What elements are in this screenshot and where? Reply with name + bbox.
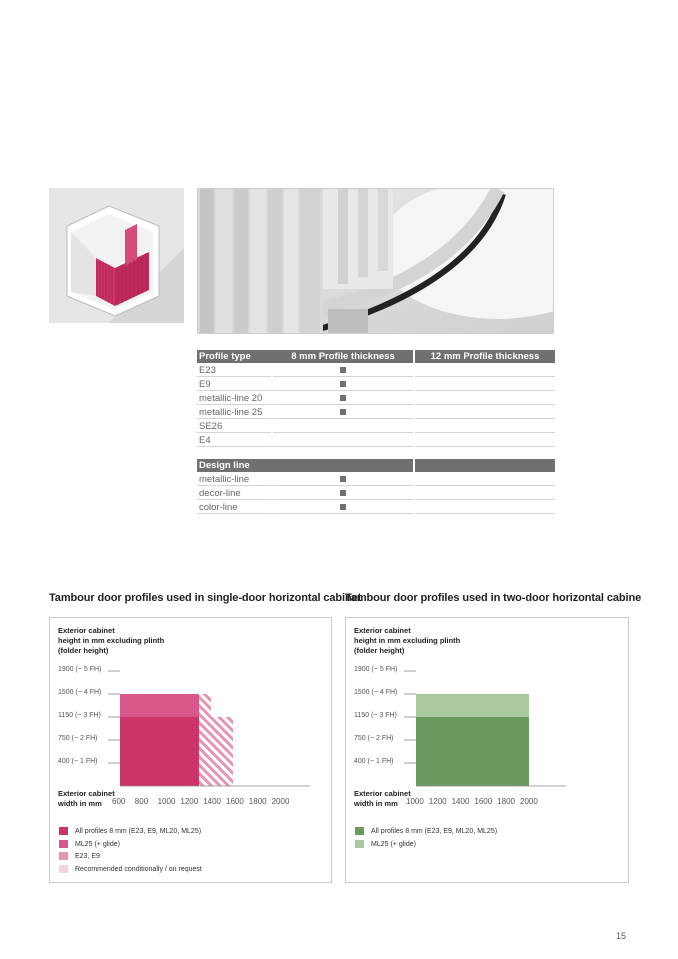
header-12mm: 12 mm Profile thickness	[415, 350, 555, 363]
header-8mm: 8 mm Profile thickness	[273, 350, 413, 363]
available-marker	[340, 395, 346, 401]
x-tick-label: 1400	[451, 797, 470, 806]
table-row-label: SE26	[199, 421, 223, 432]
x-tick-label: 2000	[271, 797, 290, 806]
x-tick-label: 1000	[157, 797, 176, 806]
table-row-label: decor-line	[199, 488, 241, 499]
design-line-table	[197, 459, 555, 514]
y-tick-label: 1900 (~ 5 FH)	[58, 666, 102, 673]
x-tick-label: 1200	[428, 797, 447, 806]
y-tick-label: 1900 (~ 5 FH)	[354, 666, 398, 673]
available-marker	[340, 409, 346, 415]
header-design-line: Design line	[197, 459, 273, 472]
x-tick-label: 1800	[497, 797, 515, 806]
available-marker	[340, 381, 346, 387]
legend-label: E23, E9	[75, 853, 100, 860]
y-tick-label: 1500 (~ 4 FH)	[354, 689, 398, 696]
table-row	[197, 377, 555, 391]
available-marker	[340, 476, 346, 482]
chart2-bar-light	[416, 694, 529, 717]
legend-label: ML25 (+ glide)	[371, 840, 416, 848]
table-row-label: metallic-line	[199, 474, 250, 485]
x-tick-label: 2000	[520, 797, 538, 806]
chart1-xlabel	[58, 789, 115, 809]
chart1-xlabel-line-1: Exterior cabinet	[58, 789, 115, 798]
table-row	[197, 405, 555, 419]
x-tick-label: 600	[112, 797, 126, 806]
profile-type-table	[197, 350, 555, 447]
y-tick-label: 750 (~ 2 FH)	[354, 735, 394, 742]
design-line-header	[197, 459, 555, 472]
y-tick-label: 1150 (~ 3 FH)	[58, 712, 101, 719]
chart1-ylabel-line-1: Exterior cabinet	[58, 626, 115, 635]
chart1-ylabel-line-3: (folder height)	[58, 646, 109, 655]
legend-swatch	[59, 840, 68, 848]
legend-swatch	[355, 827, 364, 835]
chart1-ylabel-line-2: height in mm excluding plinth	[58, 636, 165, 645]
chart2-xlabel	[354, 789, 411, 809]
chart2-ylabel-line-3: (folder height)	[354, 646, 405, 655]
chart2-ylabel-line-2: height in mm excluding plinth	[354, 636, 461, 645]
x-tick-label: 1600	[226, 797, 244, 806]
chart1-bar-main	[120, 717, 199, 786]
header-design-blank-1	[273, 459, 413, 472]
legend-swatch	[59, 852, 68, 860]
table-row	[197, 486, 555, 500]
chart1-xlabel-line-2: width in mm	[58, 799, 102, 808]
x-tick-label: 1400	[203, 797, 221, 806]
y-tick-label: 1500 (~ 4 FH)	[58, 689, 102, 696]
x-tick-label: 800	[134, 797, 149, 806]
x-tick-label: 1200	[180, 797, 199, 806]
y-tick-label: 400 (~ 1 FH)	[58, 758, 98, 765]
x-tick-label: 1800	[248, 797, 267, 806]
table-row	[197, 500, 555, 514]
table-row	[197, 363, 555, 377]
table-row-label: metallic-line 25	[199, 407, 263, 418]
header-profile-type: Profile type	[197, 350, 273, 363]
chart1-bar-ml25	[199, 694, 211, 786]
legend-swatch	[355, 840, 364, 848]
legend-swatch	[59, 827, 68, 835]
chart-title-two-door: Tambour door profiles used in two-door horizontal cabine	[345, 592, 642, 604]
y-tick-label: 750 (~ 2 FH)	[58, 735, 98, 742]
chart-title-single-door: Tambour door profiles used in single-door horizontal cabinet	[49, 592, 362, 604]
table-row-label: E9	[199, 379, 211, 390]
table-row-label: E23	[199, 365, 216, 376]
table-row	[197, 391, 555, 405]
legend-label: Recommended conditionally / on request	[75, 865, 202, 873]
available-marker	[340, 490, 346, 496]
x-tick-label: 1600	[474, 797, 493, 806]
chart-panel-single-door	[49, 617, 332, 883]
legend-swatch	[59, 865, 68, 873]
table-row-label: E4	[199, 435, 211, 446]
x-tick-label: 1000	[406, 797, 424, 806]
tambour-door-photo	[197, 188, 554, 334]
table-row-label: metallic-line 20	[199, 393, 263, 404]
chart2-xlabel-line-1: Exterior cabinet	[354, 789, 411, 798]
chart2-bar-main	[416, 717, 529, 786]
available-marker	[340, 367, 346, 373]
cabinet-illustration	[49, 188, 184, 323]
header-design-blank-2	[415, 459, 555, 472]
legend-label: ML25 (+ glide)	[75, 840, 120, 848]
y-tick-label: 1150 (~ 3 FH)	[354, 712, 397, 719]
chart-panel-two-door	[345, 617, 629, 883]
table-row	[197, 472, 555, 486]
legend-label: All profiles 8 mm (E23, E9, ML20, ML25)	[371, 828, 498, 835]
table-row	[197, 419, 555, 433]
legend-label: All profiles 8 mm (E23, E9, ML20, ML25)	[75, 828, 202, 835]
page-number: 15	[616, 931, 627, 941]
chart2-ylabel-line-1: Exterior cabinet	[354, 626, 411, 635]
chart2-xlabel-line-2: width in mm	[354, 799, 398, 808]
chart1-bar-ml25-top	[120, 694, 199, 717]
y-tick-label: 400 (~ 1 FH)	[354, 758, 394, 765]
table-row	[197, 433, 555, 447]
available-marker	[340, 504, 346, 510]
profile-type-header	[197, 350, 555, 363]
table-row-label: color-line	[199, 502, 238, 513]
